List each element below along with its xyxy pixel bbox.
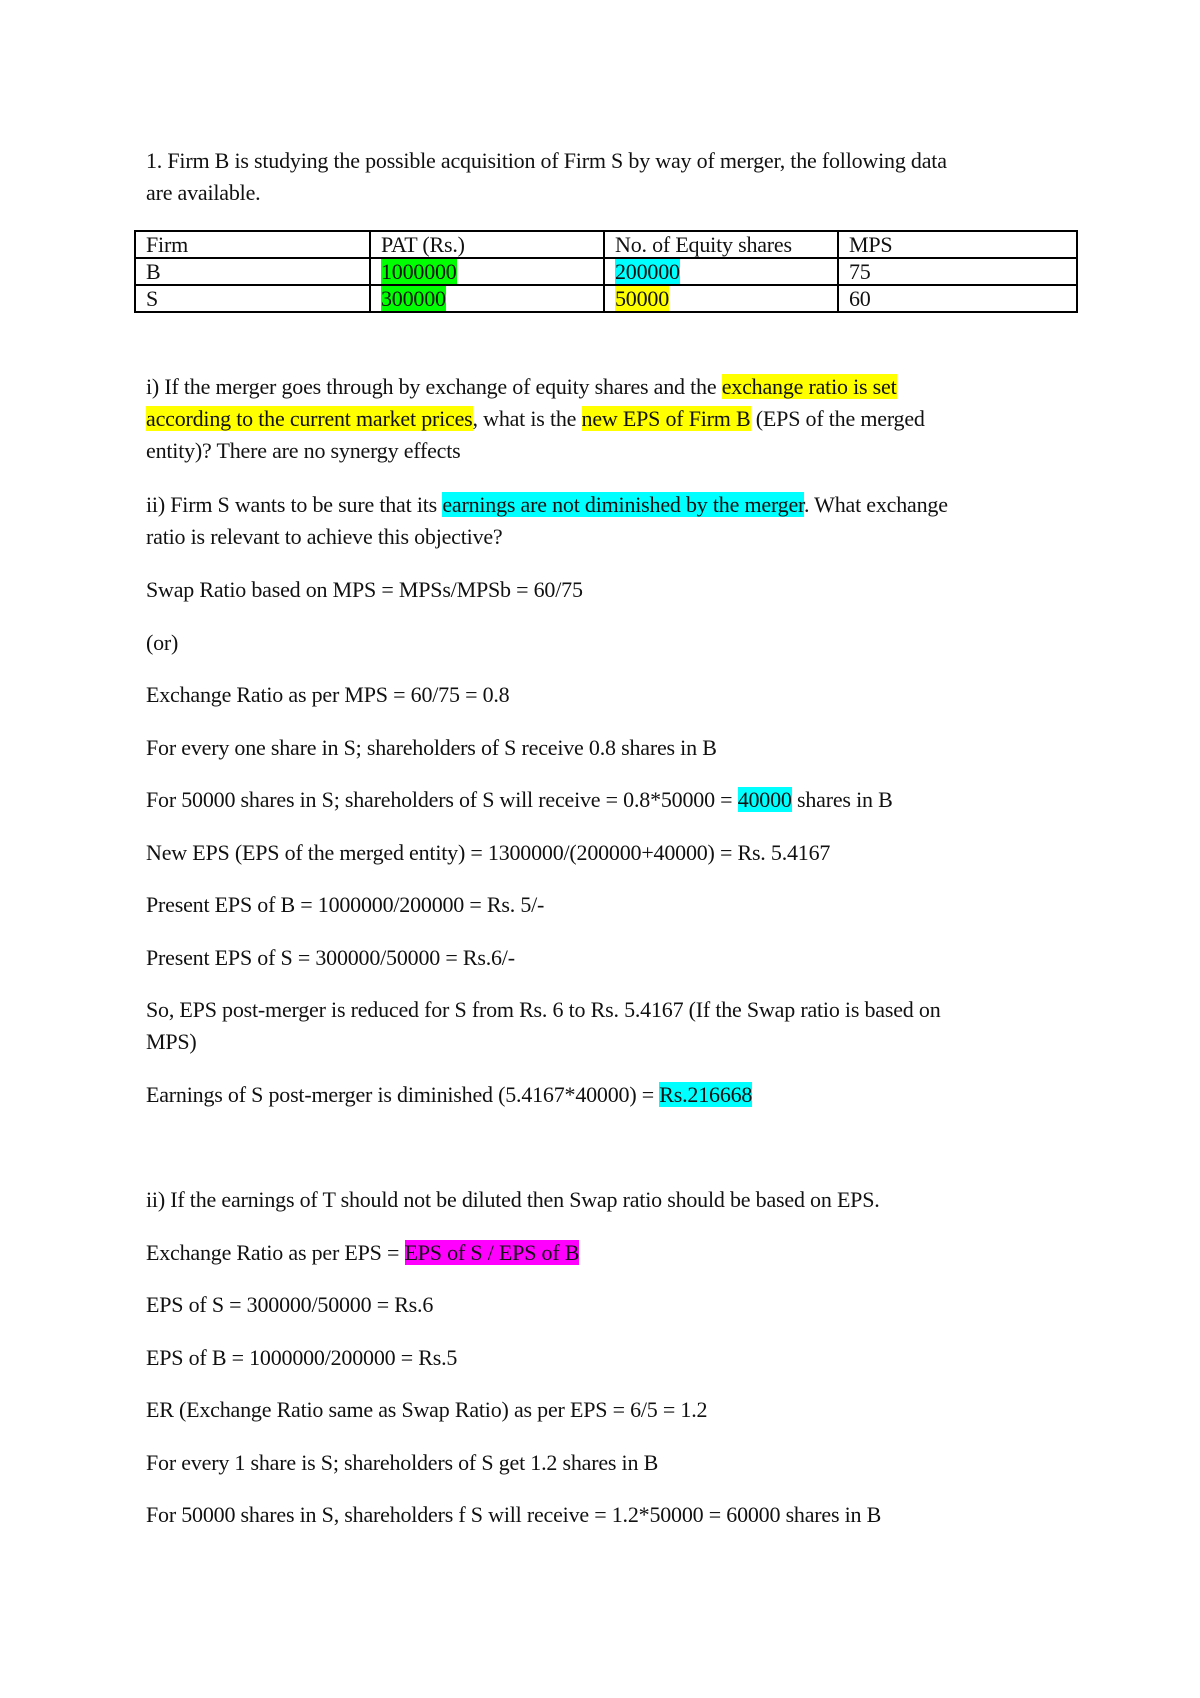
- table-cell: S: [135, 285, 370, 312]
- table-row: [135, 285, 1077, 312]
- for-50000-shares: For 50000 shares in S; shareholders of S will receive = 0.8*50000 = 40000 shares in B: [146, 787, 893, 812]
- swap-ratio-mps: Swap Ratio based on MPS = MPSs/MPSb = 60/75: [146, 577, 583, 602]
- highlight-magenta: EPS of S / EPS of B: [404, 1240, 580, 1265]
- eps-of-s: EPS of S = 300000/50000 = Rs.6: [146, 1292, 434, 1317]
- highlight-green: 300000: [381, 286, 446, 311]
- for-50000-shares-eps: For 50000 shares in S, shareholders f S will receive = 1.2*50000 = 60000 shares in B: [146, 1502, 882, 1527]
- table-header-row: [135, 231, 1077, 258]
- header-cell: PAT (Rs.): [370, 231, 604, 258]
- part-ii-answer-intro: ii) If the earnings of T should not be diluted then Swap ratio should be based on EPS.: [146, 1187, 880, 1212]
- table-cell: [604, 258, 838, 285]
- highlight-yellow: exchange ratio is set: [721, 374, 897, 399]
- header-cell: No. of Equity shares: [604, 231, 838, 258]
- part-ii-line-2: ratio is relevant to achieve this objective?: [146, 524, 503, 549]
- highlight-green: 1000000: [381, 259, 457, 284]
- er-exchange-ratio: ER (Exchange Ratio same as Swap Ratio) as per EPS = 6/5 = 1.2: [146, 1397, 708, 1422]
- table-cell: [370, 285, 604, 312]
- table-cell: 75: [838, 258, 1077, 285]
- new-eps: New EPS (EPS of the merged entity) = 1300000/(200000+40000) = Rs. 5.4167: [146, 840, 831, 865]
- table-cell: B: [135, 258, 370, 285]
- highlight-cyan: 200000: [615, 259, 680, 284]
- highlight-yellow: 50000: [615, 286, 670, 311]
- part-i-line-3: entity)? There are no synergy effects: [146, 438, 461, 463]
- present-eps-b: Present EPS of B = 1000000/200000 = Rs. 5/-: [146, 892, 545, 917]
- table-cell: 60: [838, 285, 1077, 312]
- question-line-1: 1. Firm B is studying the possible acquisition of Firm S by way of merger, the following data: [146, 148, 947, 173]
- every-one-share: For every one share in S; shareholders of S receive 0.8 shares in B: [146, 735, 717, 760]
- part-i-line-2: according to the current market prices, what is the new EPS of Firm B (EPS of the merged: [146, 406, 925, 431]
- part-ii-line-1: ii) Firm S wants to be sure that its earnings are not diminished by the merger. What exchange: [146, 492, 948, 517]
- every-1-share: For every 1 share is S; shareholders of S get 1.2 shares in B: [146, 1450, 659, 1475]
- highlight-yellow: according to the current market prices: [146, 406, 473, 431]
- highlight-cyan: Rs.216668: [659, 1082, 753, 1107]
- so-line-2: MPS): [146, 1029, 197, 1054]
- table-cell: [604, 285, 838, 312]
- highlight-yellow: new EPS of Firm B: [581, 406, 751, 431]
- or-text: (or): [146, 630, 179, 655]
- exchange-ratio-eps: Exchange Ratio as per EPS = EPS of S / EPS of B: [146, 1240, 580, 1265]
- table-row: [135, 258, 1077, 285]
- eps-of-b: EPS of B = 1000000/200000 = Rs.5: [146, 1345, 458, 1370]
- so-line-1: So, EPS post-merger is reduced for S from Rs. 6 to Rs. 5.4167 (If the Swap ratio is based on: [146, 997, 941, 1022]
- exchange-ratio-mps: Exchange Ratio as per MPS = 60/75 = 0.8: [146, 682, 510, 707]
- header-cell: Firm: [135, 231, 370, 258]
- table-cell: [370, 258, 604, 285]
- highlight-cyan: earnings are not diminished by the merger: [442, 492, 804, 517]
- header-cell: MPS: [838, 231, 1077, 258]
- question-line-2: are available.: [146, 180, 261, 205]
- earnings-diminished: Earnings of S post-merger is diminished (5.4167*40000) = Rs.216668: [146, 1082, 753, 1107]
- part-i-line-1: i) If the merger goes through by exchange of equity shares and the exchange ratio is set: [146, 374, 897, 399]
- highlight-cyan: 40000: [737, 787, 792, 812]
- firm-data-table: [134, 230, 1078, 313]
- present-eps-s: Present EPS of S = 300000/50000 = Rs.6/-: [146, 945, 515, 970]
